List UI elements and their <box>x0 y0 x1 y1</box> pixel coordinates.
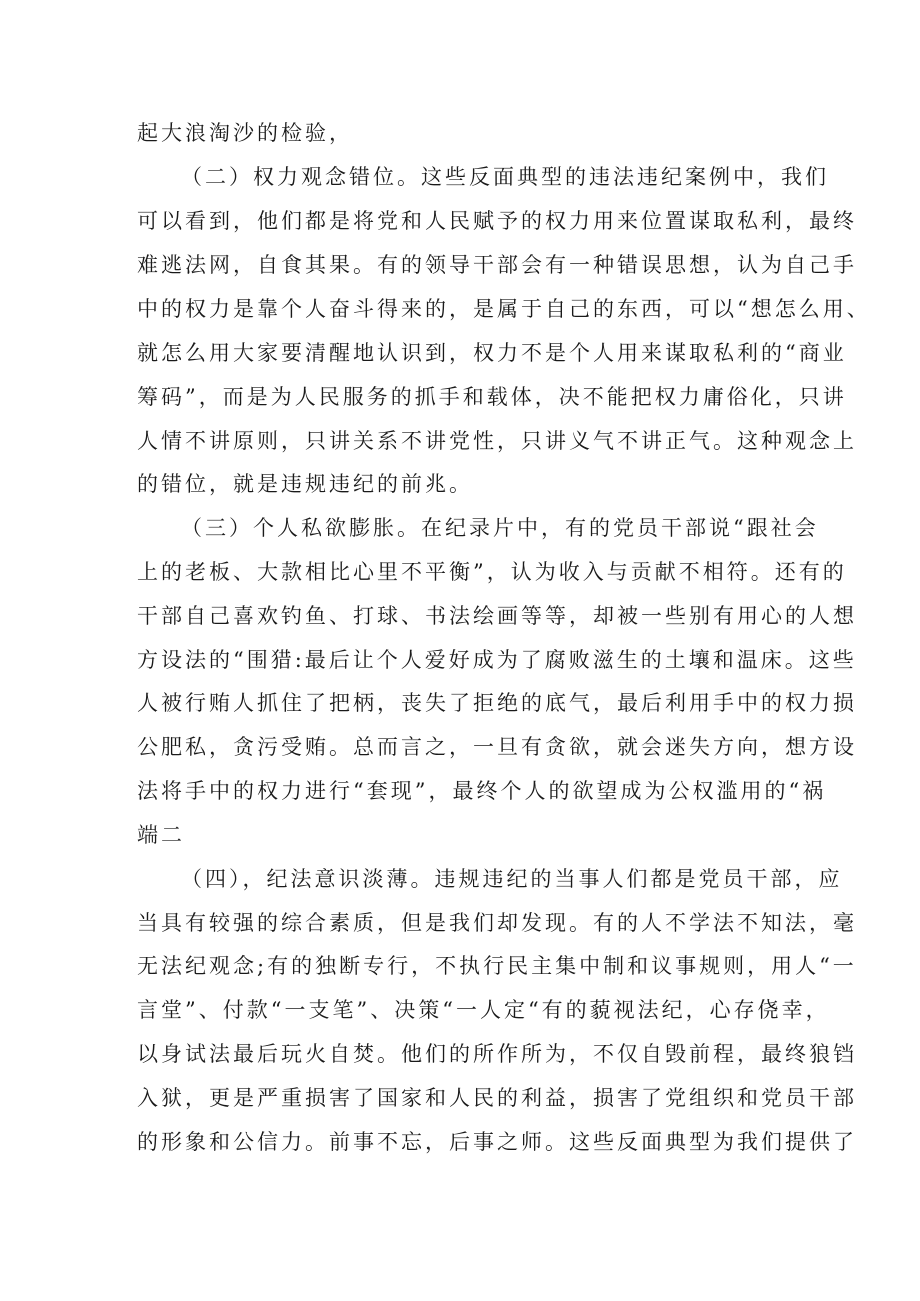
text-line: 可以看到，他们都是将党和人民赋予的权力用来位置谋取私利，最终 <box>137 209 857 233</box>
text-line: 公肥私，贪污受贿。总而言之，一旦有贪欲，就会迷失方向，想方设 <box>137 735 857 759</box>
text-line: 中的权力是靠个人奋斗得来的，是属于自己的东西，可以“想怎么用、 <box>137 297 871 321</box>
text-line: 的形象和公信力。前事不忘，后事之师。这些反面典型为我们提供了 <box>137 1130 857 1154</box>
text-line: 就怎么用大家要清醒地认识到，权力不是个人用来谋取私利的“商业 <box>137 341 847 365</box>
text-line: 法将手中的权力进行“套现”，最终个人的欲望成为公权滥用的“祸 <box>137 779 827 803</box>
text-line: 当具有较强的综合素质，但是我们却发现。有的人不学法不知法，毫 <box>137 911 857 935</box>
text-line: 筹码”，而是为人民服务的抓手和载体，决不能把权力庸俗化，只讲 <box>137 385 847 409</box>
text-line: 难逃法网，自食其果。有的领导干部会有一种错误思想，认为自己手 <box>137 253 857 277</box>
paragraph-first-line: （三）个人私欲膨胀。在纪录片中，有的党员干部说“跟社会 <box>181 516 819 540</box>
text-line: 起大浪淘沙的检验， <box>137 121 353 145</box>
text-line: 方设法的“围猎:最后让个人爱好成为了腐败滋生的土壤和温床。这些 <box>137 648 857 672</box>
text-line: 的错位，就是违规违纪的前兆。 <box>137 472 473 496</box>
text-line: 言堂”、付款“一支笔”、决策“一人定“有的藐视法纪，心存侥幸， <box>137 998 830 1022</box>
text-line: 无法纪观念;有的独断专行，不执行民主集中制和议事规则，用人“一 <box>137 954 857 978</box>
text-line: 人情不讲原则，只讲关系不讲党性，只讲义气不讲正气。这种观念上 <box>137 429 857 453</box>
text-line: 入狱，更是严重损害了国家和人民的利益，损害了党组织和党员干部 <box>137 1086 857 1110</box>
text-line: 端二 <box>137 823 185 847</box>
text-line: 上的老板、大款相比心里不平衡”，认为收入与贡献不相符。还有的 <box>137 560 847 584</box>
text-line: 人被行贿人抓住了把柄，丧失了拒绝的底气，最后利用手中的权力损 <box>137 691 857 715</box>
text-line: 干部自己喜欢钓鱼、打球、书法绘画等等，却被一些别有用心的人想 <box>137 604 857 628</box>
paragraph-first-line: （二）权力观念错位。这些反面典型的违法违纪案例中，我们 <box>181 165 829 189</box>
text-line: 以身试法最后玩火自焚。他们的所作所为，不仅自毁前程，最终狼铛 <box>137 1042 857 1066</box>
paragraph-first-line: （四），纪法意识淡薄。违规违纪的当事人们都是党员干部，应 <box>181 867 843 891</box>
